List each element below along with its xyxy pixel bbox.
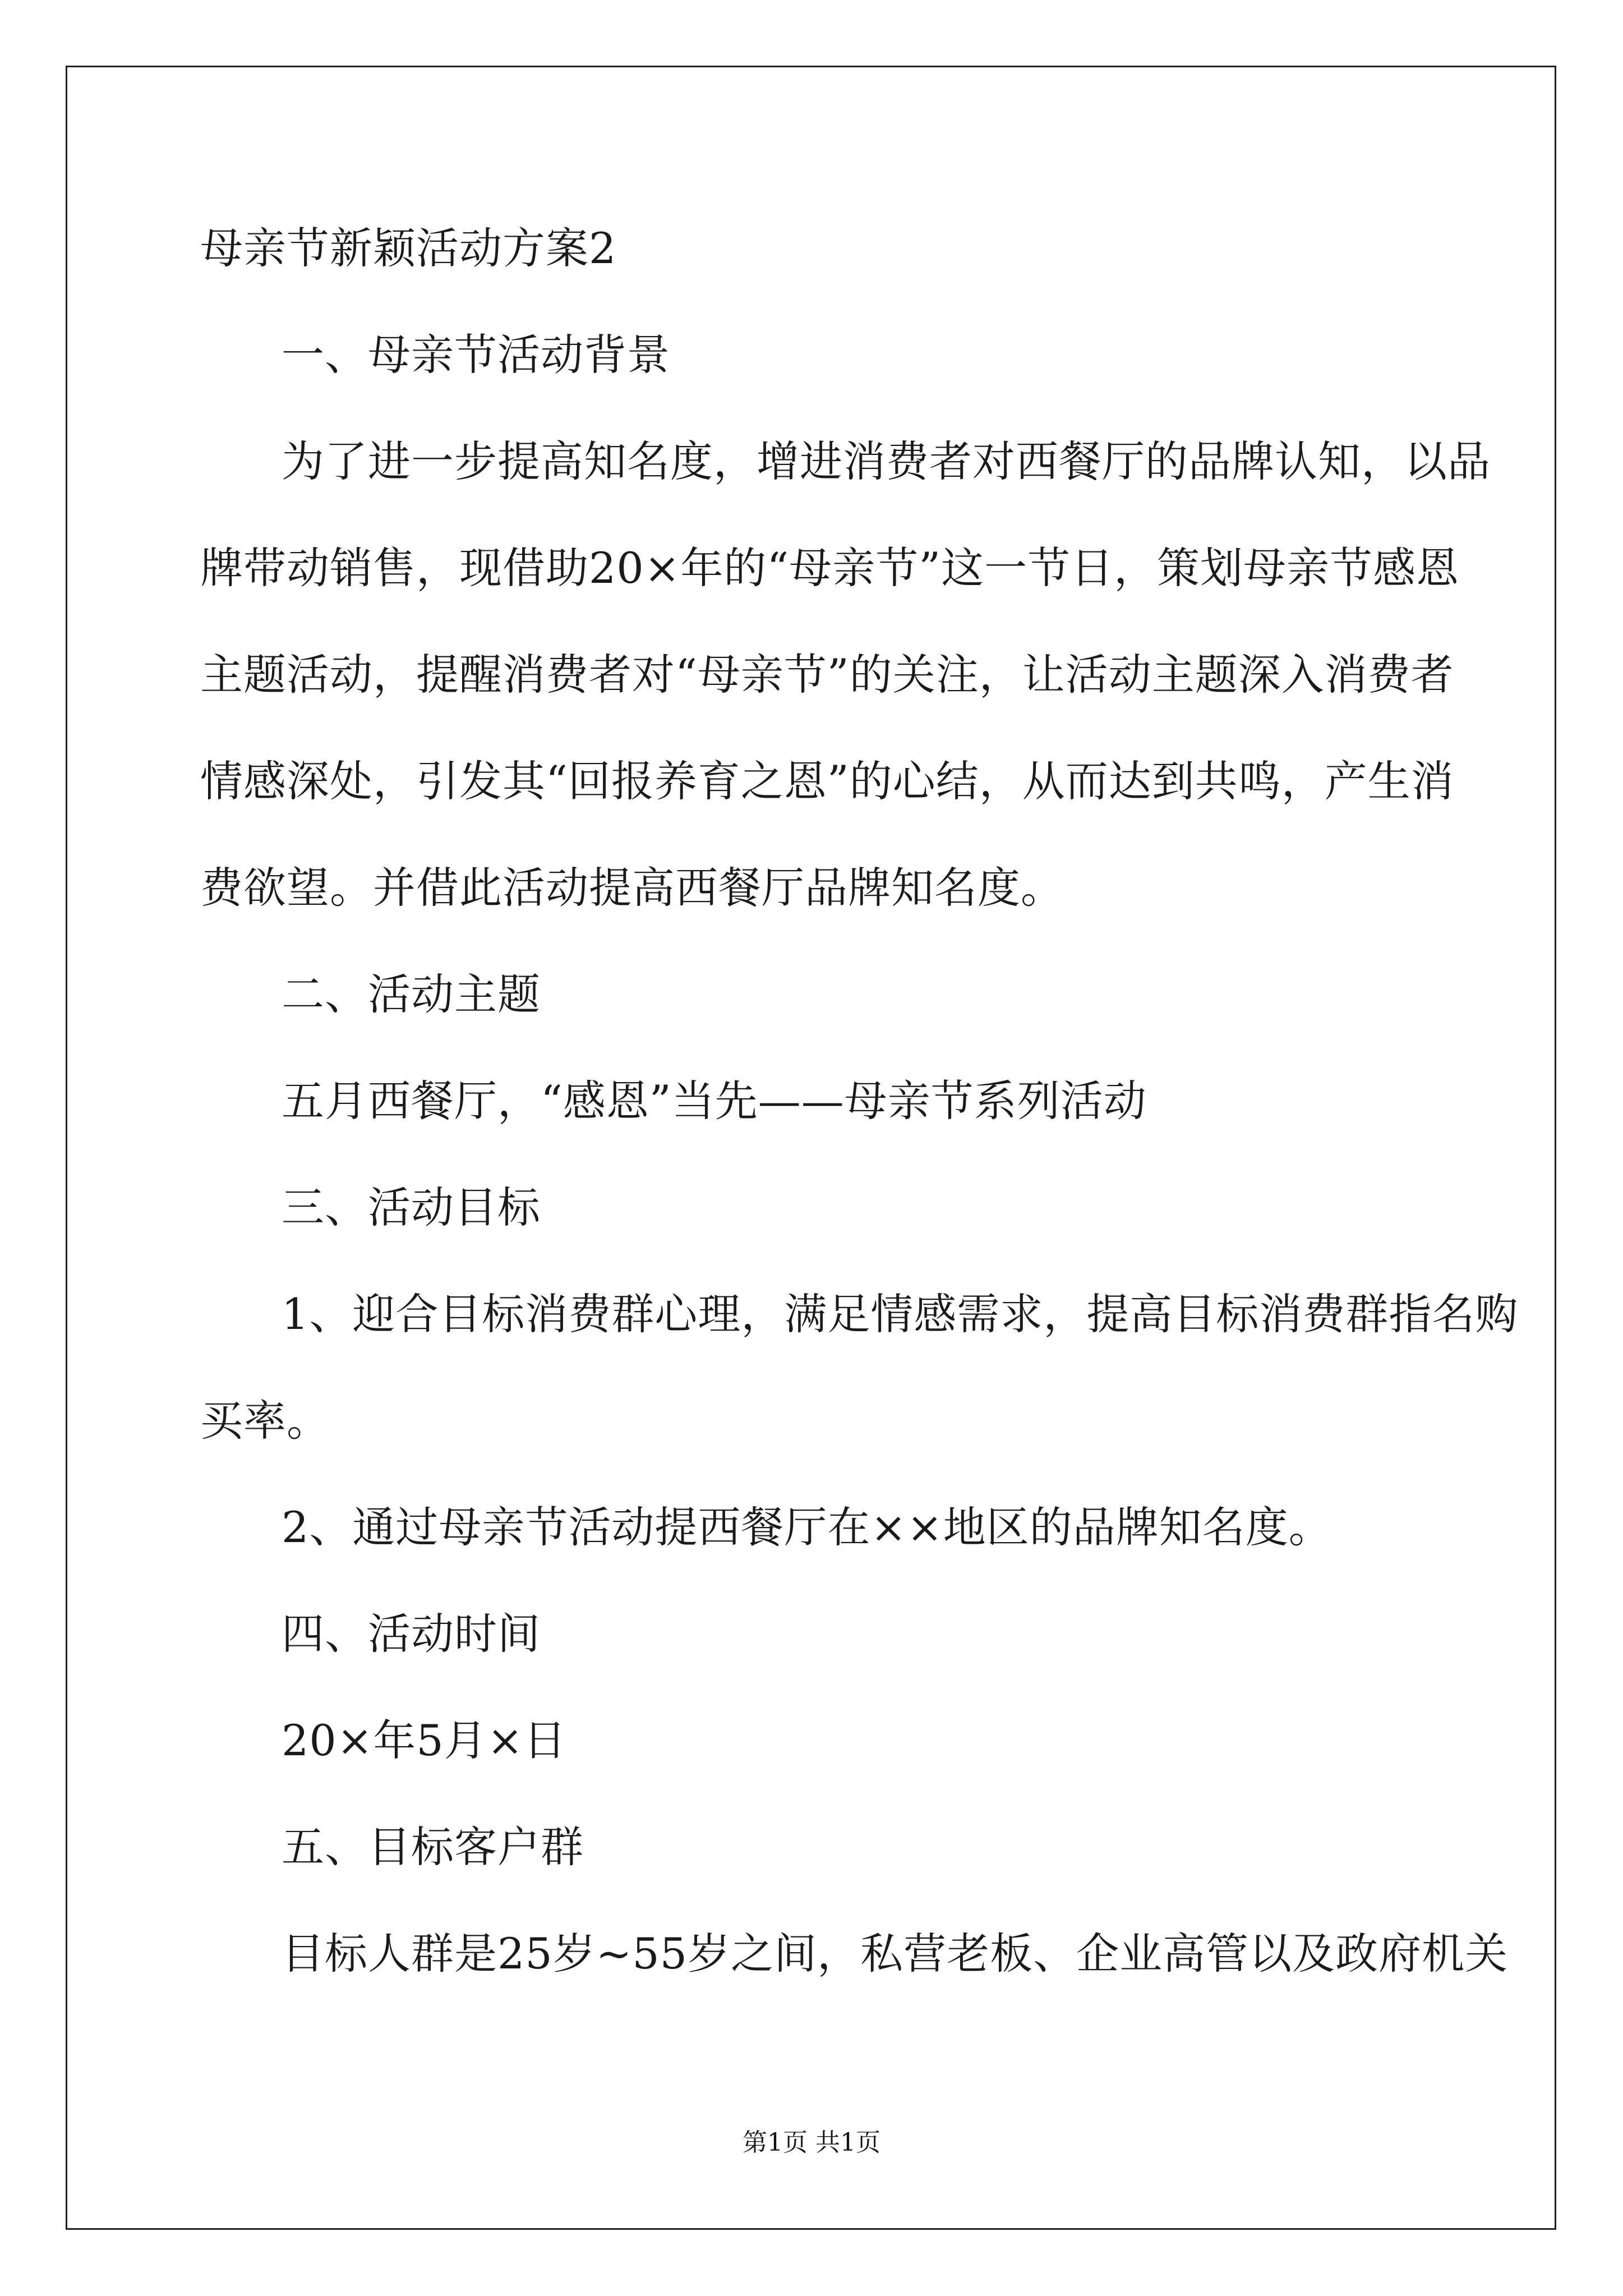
document-body — [200, 222, 1519, 1980]
paragraph-line: 四、活动时间 — [282, 1609, 541, 1659]
page-footer: 第1页 共1页 — [743, 2128, 880, 2157]
paragraph-line: 五、目标客户群 — [282, 1822, 584, 1872]
paragraph-section-4-heading — [200, 1607, 1431, 1660]
paragraph-line: 2、通过母亲节活动提西餐厅在××地区的品牌知名度。 — [282, 1502, 1332, 1552]
paragraph-line: 为了进一步提高知名度，增进消费者对西餐厅的品牌认知，以品 — [282, 436, 1491, 486]
paragraph-line: 牌带动销售，现借助20×年的“母亲节”这一节日，策划母亲节感恩 — [200, 543, 1460, 593]
paragraph-line: 二、活动主题 — [282, 969, 541, 1019]
paragraph-date — [200, 1714, 1431, 1767]
paragraph-section-5-heading — [200, 1820, 1431, 1874]
paragraph-line: 20×年5月×日 — [282, 1715, 567, 1765]
paragraph-line: 买率。 — [200, 1396, 330, 1446]
paragraph-line: 五月西餐厅，“感恩”当先——母亲节系列活动 — [282, 1076, 1147, 1126]
paragraph-line: 情感深处，引发其“回报养育之恩”的心结，从而达到共鸣，产生消 — [200, 756, 1454, 806]
document-title: 母亲节新颖活动方案2 — [200, 223, 617, 273]
paragraph-line: 1、迎合目标消费群心理，满足情感需求，提高目标消费群指名购 — [282, 1289, 1519, 1339]
paragraph-line: 一、母亲节活动背景 — [282, 330, 670, 380]
paragraph-section-2-heading — [200, 968, 1431, 1021]
paragraph-section-3-heading — [200, 1181, 1431, 1234]
paragraph-goal-1 — [200, 1287, 1519, 1447]
paragraph-line: 费欲望。并借此活动提高西餐厅品牌知名度。 — [200, 863, 1064, 913]
paragraph-target-audience — [200, 1927, 1509, 1980]
paragraph-line: 目标人群是25岁~55岁之间，私营老板、企业高管以及政府机关 — [282, 1929, 1509, 1978]
paragraph-theme — [200, 1074, 1431, 1128]
paragraph-line: 主题活动，提醒消费者对“母亲节”的关注，让活动主题深入消费者 — [200, 650, 1454, 700]
paragraph-section-1-heading — [200, 328, 1431, 381]
paragraph-line: 三、活动目标 — [282, 1182, 541, 1232]
paragraph-background — [200, 435, 1491, 914]
paragraph-goal-2 — [200, 1501, 1431, 1554]
